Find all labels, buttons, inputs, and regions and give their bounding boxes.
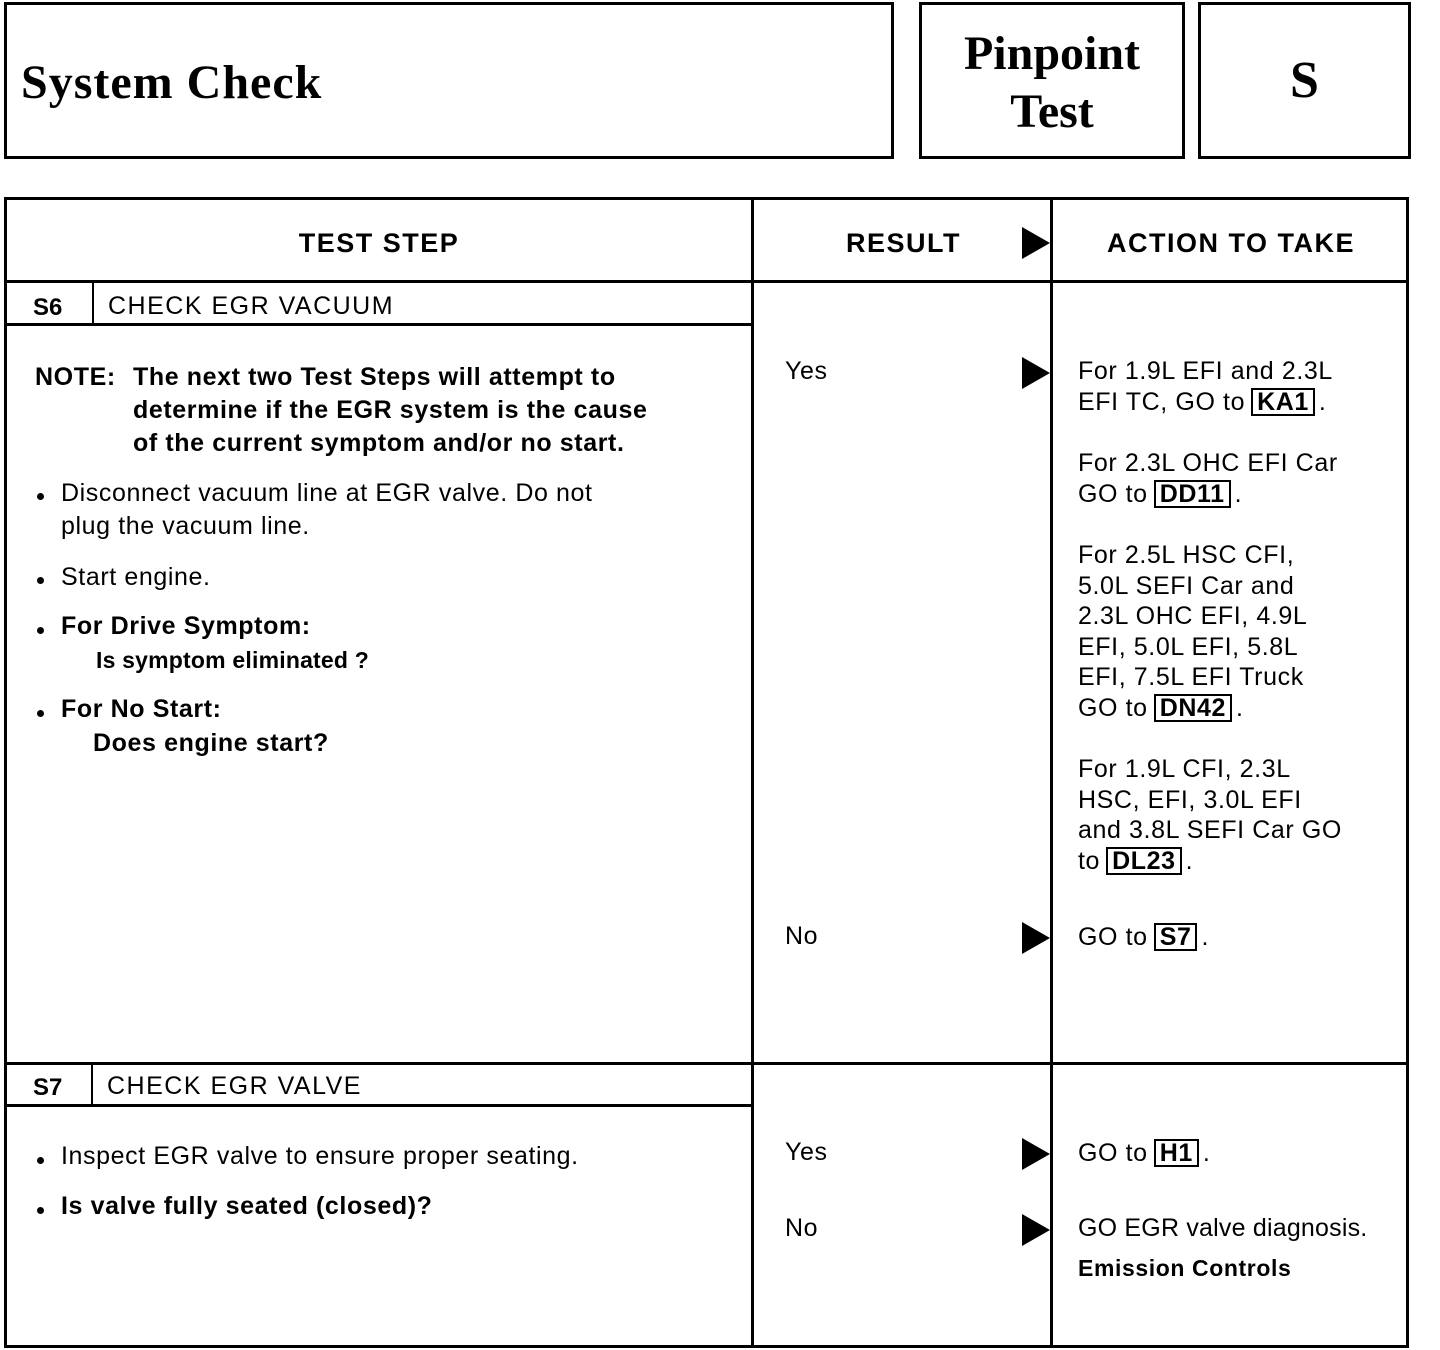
ref-dd11-link[interactable]: DD11 xyxy=(1154,480,1231,508)
s6-note-line1: The next two Test Steps will attempt to xyxy=(133,363,616,391)
s7-result-no: No xyxy=(785,1214,819,1242)
s6-action-1-line1: For 1.9L EFI and 2.3L xyxy=(1078,357,1333,385)
pinpoint-table xyxy=(4,197,1409,1348)
s6-result-yes: Yes xyxy=(785,357,828,385)
s7-no-arrow-icon xyxy=(1022,1214,1050,1246)
ref-dn42-link[interactable]: DN42 xyxy=(1154,694,1232,722)
s6-action-2-period: . xyxy=(1234,479,1243,508)
s6-bullet4-title: For No Start: xyxy=(61,695,222,723)
s7-action-yes-text: GO to xyxy=(1078,1139,1148,1167)
s6-note-line3: of the current symptom and/or no start. xyxy=(133,429,625,457)
s6-no-arrow-icon xyxy=(1022,922,1050,954)
s7-title-divider xyxy=(7,1104,751,1107)
ref-dl23-link[interactable]: DL23 xyxy=(1106,847,1182,875)
s7-action-yes-period: . xyxy=(1202,1139,1211,1167)
s7-title: CHECK EGR VALVE xyxy=(107,1072,362,1100)
pinpoint-line1: Pinpoint xyxy=(963,27,1141,80)
section-letter: S xyxy=(1290,52,1319,109)
header-result: RESULT xyxy=(846,228,961,258)
ref-ka1-link[interactable]: KA1 xyxy=(1251,388,1315,416)
s6-bullet3-dot xyxy=(37,627,44,634)
s6-bullet3-title: For Drive Symptom: xyxy=(61,612,311,640)
s6-action-4-line1: For 1.9L CFI, 2.3L xyxy=(1078,755,1291,783)
s6-title: CHECK EGR VACUUM xyxy=(108,292,395,320)
s6-result-no: No xyxy=(785,922,819,950)
pinpoint-test-title xyxy=(922,25,1182,141)
s6-action-4-line4 xyxy=(1078,846,1342,877)
s6-action-3-text: GO to xyxy=(1078,693,1148,722)
s6-yes-arrow-icon xyxy=(1022,357,1050,389)
s7-bullet2-dot xyxy=(37,1207,44,1214)
s6-action-no-period: . xyxy=(1201,923,1210,951)
s6-action-4 xyxy=(1078,754,1342,876)
header-action: ACTION TO TAKE xyxy=(1107,228,1355,258)
emission-controls-link[interactable]: Emission Controls xyxy=(1078,1254,1292,1281)
s6-action-3 xyxy=(1078,540,1307,723)
s6-action-1-period: . xyxy=(1318,387,1327,416)
s6-s7-divider xyxy=(7,1062,1406,1065)
s6-bullet1-line2: plug the vacuum line. xyxy=(61,512,310,540)
s6-action-2-text: GO to xyxy=(1078,479,1148,508)
s7-action-no-line1: GO EGR valve diagnosis. xyxy=(1078,1214,1368,1242)
s6-action-no xyxy=(1078,922,1209,953)
s6-bullet4-dot xyxy=(37,710,44,717)
s6-title-divider xyxy=(7,323,751,326)
s7-action-no xyxy=(1078,1213,1367,1283)
system-check-box xyxy=(4,2,894,159)
s7-action-yes xyxy=(1078,1138,1210,1169)
s7-bullet2: Is valve fully seated (closed)? xyxy=(61,1192,433,1220)
col-divider-1 xyxy=(751,200,754,1345)
s6-action-1-line2 xyxy=(1078,387,1333,418)
s6-action-1-text: EFI TC, GO to xyxy=(1078,387,1246,416)
s6-action-3-line3: 2.3L OHC EFI, 4.9L xyxy=(1078,602,1308,630)
s7-result-yes: Yes xyxy=(785,1138,828,1166)
s7-yes-arrow-icon xyxy=(1022,1138,1050,1170)
s6-id: S6 xyxy=(33,294,63,321)
s7-bullet1-dot xyxy=(37,1157,44,1164)
s6-action-2-line2 xyxy=(1078,479,1338,510)
col-divider-2 xyxy=(1050,200,1053,1345)
pinpoint-line2: Test xyxy=(1010,85,1094,138)
ref-h1-link[interactable]: H1 xyxy=(1154,1139,1199,1167)
s6-action-3-line6 xyxy=(1078,693,1307,724)
s7-id-divider xyxy=(91,1065,93,1106)
s6-action-no-text: GO to xyxy=(1078,923,1148,951)
s6-action-3-line5: EFI, 7.5L EFI Truck xyxy=(1078,663,1304,691)
s6-action-4-line2: HSC, EFI, 3.0L EFI xyxy=(1078,785,1302,814)
s6-note-label: NOTE: xyxy=(35,363,116,391)
s7-id: S7 xyxy=(33,1074,63,1101)
s6-action-3-line1: For 2.5L HSC CFI, xyxy=(1078,541,1295,569)
header-result-arrow-icon xyxy=(1022,227,1050,259)
s6-action-3-line2: 5.0L SEFI Car and xyxy=(1078,571,1295,600)
s6-action-2 xyxy=(1078,448,1338,509)
s6-action-4-period: . xyxy=(1185,846,1194,875)
header-test-step: TEST STEP xyxy=(298,228,460,258)
s6-bullet2-dot xyxy=(37,577,44,584)
s6-action-3-period: . xyxy=(1236,693,1244,722)
pinpoint-test-box xyxy=(919,2,1185,159)
system-check-title: System Check xyxy=(21,56,323,109)
s6-action-1 xyxy=(1078,356,1333,417)
s6-action-4-text: to xyxy=(1078,846,1101,875)
s6-bullet1-line1: Disconnect vacuum line at EGR valve. Do not xyxy=(61,479,593,507)
ref-s7-link[interactable]: S7 xyxy=(1154,923,1198,951)
s6-action-4-line3: and 3.8L SEFI Car GO xyxy=(1078,816,1342,844)
s6-action-3-line4: EFI, 5.0L EFI, 5.8L xyxy=(1078,632,1299,661)
s6-bullet2: Start engine. xyxy=(61,563,211,591)
s6-bullet1-dot xyxy=(37,493,44,500)
s6-bullet3-question: Is symptom eliminated ? xyxy=(96,647,369,673)
s6-note-line2: determine if the EGR system is the cause xyxy=(133,396,648,424)
s7-bullet1: Inspect EGR valve to ensure proper seating. xyxy=(61,1142,579,1170)
s6-action-2-line1: For 2.3L OHC EFI Car xyxy=(1078,449,1338,477)
s6-id-divider xyxy=(92,283,94,324)
s6-bullet4-question: Does engine start? xyxy=(93,729,329,757)
section-letter-box xyxy=(1198,2,1411,159)
